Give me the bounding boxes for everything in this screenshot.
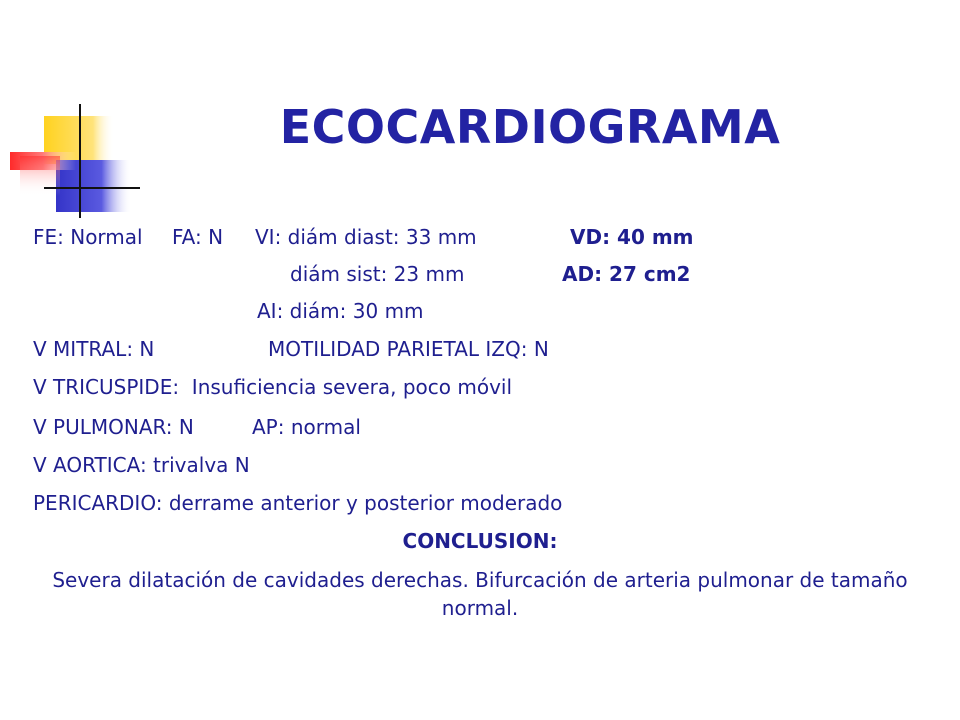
vi-systolic-value: diám sist: 23 mm [290, 262, 465, 286]
vd-value: VD: 40 mm [570, 225, 694, 249]
decorative-squares-icon [0, 0, 140, 220]
vi-diastolic-value: VI: diám diast: 33 mm [255, 225, 477, 249]
mitral-value: V MITRAL: N [33, 337, 155, 361]
ad-value: AD: 27 cm2 [562, 262, 691, 286]
pulmonar-value: V PULMONAR: N [33, 415, 194, 439]
ap-value: AP: normal [252, 415, 361, 439]
aortica-value: V AORTICA: trivalva N [33, 453, 250, 477]
fa-value: FA: N [172, 225, 224, 249]
conclusion-text: Severa dilatación de cavidades derechas. Bifurcación de arteria pulmonar de tamaño normal. [52, 568, 908, 620]
conclusion-heading: CONCLUSION: [402, 529, 558, 553]
motilidad-value: MOTILIDAD PARIETAL IZQ: N [268, 337, 549, 361]
page-title: ECOCARDIOGRAMA [279, 100, 781, 154]
ai-value: AI: diám: 30 mm [257, 299, 424, 323]
fe-value: FE: Normal [33, 225, 143, 249]
tricuspide-value: V TRICUSPIDE: Insuficiencia severa, poco móvil [33, 375, 513, 399]
pericardio-value: PERICARDIO: derrame anterior y posterior moderado [33, 491, 563, 515]
